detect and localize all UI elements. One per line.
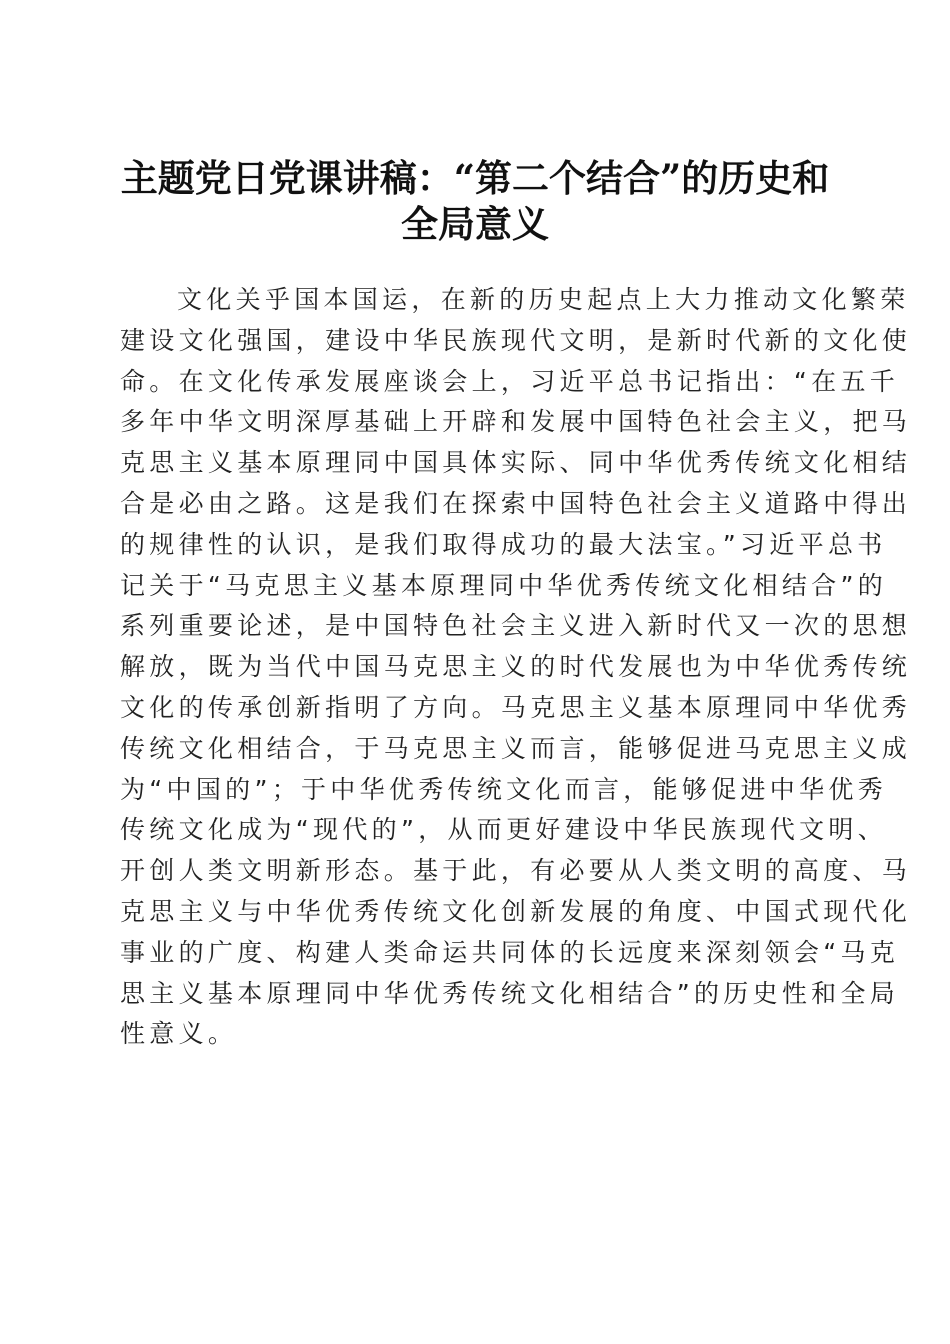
paragraph-line: 建设文化强国，建设中华民族现代文明，是新时代新的文化使 (120, 325, 912, 355)
paragraph-line: 文化的传承创新指明了方向。马克思主义基本原理同中华优秀 (120, 692, 912, 722)
title-line: 主题党日党课讲稿：“第二个结合”的历史和 (120, 155, 830, 200)
paragraph-line: 克思主义基本原理同中国具体实际、同中华优秀传统文化相结 (120, 448, 912, 478)
paragraph-line: 传统文化相结合，于马克思主义而言，能够促进马克思主义成 (120, 733, 912, 763)
paragraph-line: 性意义。 (120, 1019, 238, 1049)
paragraph-line: 文化关乎国本国运，在新的历史起点上大力推动文化繁荣 (177, 285, 910, 314)
paragraph-line: 记关于“马克思主义基本原理同中华优秀传统文化相结合”的 (120, 570, 888, 600)
paragraph-line: 传统文化成为“现代的”，从而更好建设中华民族现代文明、 (120, 815, 888, 845)
paragraph-line: 开创人类文明新形态。基于此，有必要从人类文明的高度、马 (120, 856, 912, 886)
paragraph-line: 事业的广度、构建人类命运共同体的长远度来深刻领会“马克 (120, 937, 900, 967)
body-paragraph (120, 280, 912, 1055)
title-line: 全局意义 (401, 201, 549, 246)
paragraph-line: 思主义基本原理同中华优秀传统文化相结合”的历史性和全局 (120, 978, 900, 1008)
paragraph-line: 解放，既为当代中国马克思主义的时代发展也为中华优秀传统 (120, 652, 912, 682)
paragraph-line: 多年中华文明深厚基础上开辟和发展中国特色社会主义，把马 (120, 407, 912, 437)
paragraph-line: 系列重要论述，是中国特色社会主义进入新时代又一次的思想 (120, 611, 912, 641)
paragraph-line: 克思主义与中华优秀传统文化创新发展的角度、中国式现代化 (120, 896, 912, 926)
paragraph-line: 为“中国的”；于中华优秀传统文化而言，能够促进中华优秀 (120, 774, 888, 804)
document-title (110, 155, 840, 247)
paragraph-line: 命。在文化传承发展座谈会上，习近平总书记指出：“在五千 (120, 366, 900, 396)
paragraph-line: 合是必由之路。这是我们在探索中国特色社会主义道路中得出 (120, 488, 912, 518)
paragraph-line: 的规律性的认识，是我们取得成功的最大法宝。”习近平总书 (120, 529, 887, 559)
